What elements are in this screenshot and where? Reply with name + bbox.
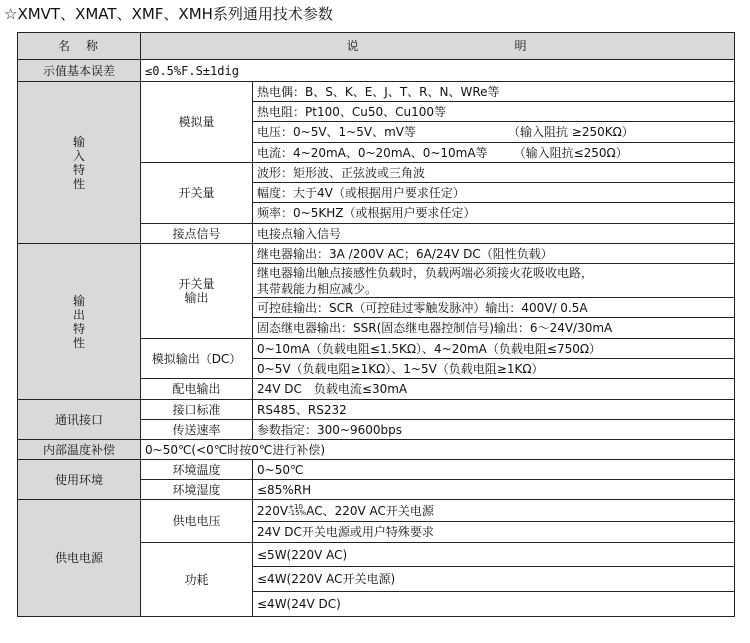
table-row	[18, 440, 735, 460]
temp-comp-value: 0~50℃(<0℃时按0℃进行补偿)	[141, 440, 735, 460]
supply-voltage-line1	[253, 500, 735, 522]
supply-voltage-tolerance: +10 -15%	[288, 502, 307, 517]
input-switch-label: 开关量	[141, 163, 253, 224]
input-analog-label: 模拟量	[141, 82, 253, 163]
table-header-row	[18, 33, 735, 60]
power-dist-label: 配电输出	[141, 379, 253, 400]
supply-power-line2: ≤4W(220V AC开关电源)	[253, 567, 735, 592]
output-switch-label: 开关量 输出	[141, 244, 253, 339]
spec-table	[17, 32, 735, 617]
analog-output-line1: 0~10mA（负载电阻≤1.5KΩ）、4~20mA（负载电阻≤750Ω）	[253, 339, 735, 359]
accuracy-value: ≤0.5%F.S±1dig	[141, 60, 735, 82]
contact-label: 接点信号	[141, 224, 253, 244]
env-label: 使用环境	[18, 460, 141, 500]
table-row	[18, 500, 735, 522]
voltage-input-cell	[253, 122, 735, 143]
input-label: 输 入 特 性	[18, 82, 141, 244]
thermocouple-value: 热电偶：B、S、K、E、J、T、R、N、WRe等	[253, 82, 735, 102]
contact-value: 电接点输入信号	[253, 224, 735, 244]
env-temp-label: 环境温度	[141, 460, 253, 480]
supply-label: 供电电源	[18, 500, 141, 617]
table-row	[18, 60, 735, 82]
comm-std-value: RS485、RS232	[253, 400, 735, 420]
voltage-input-note: （输入阻抗 ≥250KΩ）	[507, 125, 634, 139]
supply-voltage-line2: 24V DC开关电源或用户特殊要求	[253, 522, 735, 543]
env-hum-label: 环境湿度	[141, 480, 253, 500]
header-name: 名 称	[18, 33, 141, 60]
supply-power-line1: ≤5W(220V AC)	[253, 543, 735, 567]
rtd-value: 热电阻：Pt100、Cu50、Cu100等	[253, 102, 735, 122]
table-row	[18, 244, 735, 264]
table-row	[18, 82, 735, 102]
supply-voltage-pre: 220V	[257, 503, 289, 518]
waveform-value: 波形：矩形波、正弦波或三角波	[253, 163, 735, 183]
current-input-note: （输入阻抗≤250Ω）	[513, 145, 628, 160]
amplitude-value: 幅度：大于4V（或根据用户要求任定）	[253, 183, 735, 203]
comm-std-label: 接口标准	[141, 400, 253, 420]
power-dist-value: 24V DC 负载电流≤30mA	[253, 379, 735, 400]
header-desc: 说 明	[141, 33, 735, 60]
relay-note: 继电器输出触点接感性负载时，负载两端必须接火花吸收电路， 其带载能力相应减少。	[253, 264, 735, 298]
current-input-value: 电流：4~20mA、0~20mA、0~10mA等	[257, 145, 488, 160]
comm-rate-value: 参数指定：300~9600bps	[253, 420, 735, 440]
supply-voltage-post: AC、220V AC开关电源	[306, 503, 434, 518]
supply-power-line3: ≤4W(24V DC)	[253, 592, 735, 617]
comm-label: 通讯接口	[18, 400, 141, 440]
comm-rate-label: 传送速率	[141, 420, 253, 440]
analog-output-line2: 0~5V（负载电阻≥1KΩ）、1~5V（负载电阻≥1KΩ）	[253, 359, 735, 379]
voltage-input-value: 电压：0~5V、1~5V、mV等	[257, 125, 416, 139]
relay-value: 继电器输出：3A /200V AC；6A/24V DC（阻性负载）	[253, 244, 735, 264]
output-label: 输 出 特 性	[18, 244, 141, 400]
table-row	[18, 400, 735, 420]
ssr-value: 固态继电器输出：SSR(固态继电器控制信号)输出：6～24V/30mA	[253, 318, 735, 339]
accuracy-label: 示值基本误差	[18, 60, 141, 82]
table-row	[18, 460, 735, 480]
env-hum-value: ≤85%RH	[253, 480, 735, 500]
frequency-value: 频率：0~5KHZ（或根据用户要求任定）	[253, 203, 735, 224]
current-input-cell	[253, 143, 735, 163]
page-title: ☆XMVT、XMAT、XMF、XMH系列通用技术参数	[4, 5, 333, 23]
scr-value: 可控硅输出：SCR（可控硅过零触发脉冲）输出：400V/ 0.5A	[253, 298, 735, 318]
supply-power-label: 功耗	[141, 543, 253, 617]
env-temp-value: 0~50℃	[253, 460, 735, 480]
supply-voltage-label: 供电电压	[141, 500, 253, 543]
temp-comp-label: 内部温度补偿	[18, 440, 141, 460]
output-analog-label: 模拟输出（DC）	[141, 339, 253, 379]
